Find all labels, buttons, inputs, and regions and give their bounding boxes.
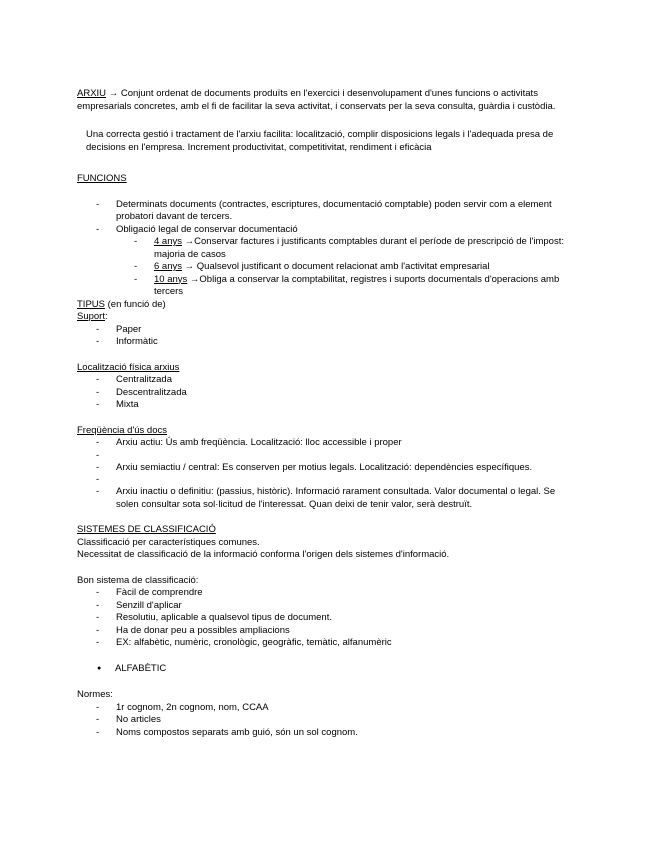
retention-text: → Qualsevol justificant o document relacionat amb l'activitat empresarial	[184, 261, 490, 272]
list-item: - Determinats documents (contractes, escriptures, documentació comptable) poden servir com a element probatori davant de tercers.	[77, 199, 577, 224]
list-item: - Paper	[77, 324, 577, 337]
tipus-heading-suffix: (en funció de)	[104, 298, 166, 310]
list-item: - Resolutiu, aplicable a qualsevol tipus de document.	[77, 612, 577, 625]
list-item: - Fàcil de comprendre	[77, 587, 577, 600]
localitzacio-heading: Localització física arxius	[77, 361, 180, 373]
sistemes-line1: Classificació per característiques comunes.	[77, 536, 260, 548]
frequencia-list	[77, 437, 577, 511]
normes-heading: Normes:	[77, 689, 113, 700]
sistemes-line2: Necessitat de classificació de la informació conforma l'origen dels sistemes d'informació.	[77, 549, 450, 560]
frequencia-heading: Freqüència d'ús docs	[77, 424, 168, 436]
intro-paragraph	[77, 88, 577, 113]
retention-period: 6 anys	[154, 261, 182, 272]
list-item: - Obligació legal de conservar documentació	[77, 224, 577, 237]
list-item: - Arxiu semiactiu / central: Es conserven per motius legals. Localització: dependències específiques.	[77, 462, 577, 475]
localitzacio-list	[77, 374, 577, 412]
suport-heading: Suport	[77, 311, 105, 322]
management-paragraph: Una correcta gestió i tractament de l'arxiu facilita: localització, complir disposicions legals i l'adequada presa de decisions en l'empresa. Increment productivitat, competitivitat, rendiment i eficàcia	[86, 129, 554, 153]
tipus-heading-line	[77, 299, 577, 312]
list-item	[77, 236, 577, 261]
alfabetic-bullet: ● ALFABÈTIC	[77, 663, 577, 676]
normes-list	[77, 702, 577, 740]
funcions-heading: FUNCIONS	[77, 173, 127, 184]
arxiu-definition: Conjunt ordenat de documents produïts en l'exercici i desenvolupament d'unes funcions o activitats empresarials concretes, amb el fi de facilitar la seva activitat, i conservats per la seva consulta, guàrdia i custòdia.	[77, 88, 556, 112]
list-item: - Ha de donar peu a possibles ampliacions	[77, 625, 577, 638]
list-item	[77, 274, 577, 299]
suport-heading-line	[77, 311, 577, 324]
funcions-list	[77, 199, 577, 237]
arrow: →	[108, 88, 119, 99]
sistemes-heading: SISTEMES DE CLASSIFICACIÓ	[77, 524, 216, 535]
retention-text: →Conservar factures i justificants comptables durant el període de prescripció de l'impost: majoria de casos	[154, 236, 564, 260]
retention-text: →Obliga a conservar la comptabilitat, registres i suports documentals d'operacions amb tercers	[154, 273, 560, 297]
list-item: - Noms compostos separats amb guió, són un sol cognom.	[77, 727, 577, 740]
list-item: - Mixta	[77, 399, 577, 412]
list-item: - Arxiu inactiu o definitiu: (passius, històric). Informació rarament consultada. Valor documental o legal. Se solen consultar sota sol·licitud de l'interessat. Quan deixi de tenir valor, serà destruït.	[77, 486, 577, 511]
bon-sistema-heading: Bon sistema de classificació:	[77, 574, 199, 586]
bon-sistema-list	[77, 587, 577, 650]
list-item: - EX: alfabètic, numèric, cronològic, geogràfic, temàtic, alfanumèric	[77, 637, 577, 650]
list-item: - Descentralitzada	[77, 387, 577, 400]
suport-suffix: :	[105, 311, 108, 322]
suport-list	[77, 324, 577, 349]
retention-period: 10 anys	[154, 273, 188, 285]
list-item: - Centralitzada	[77, 374, 577, 387]
arxiu-term: ARXIU	[77, 88, 107, 99]
list-item: - Informàtic	[77, 336, 577, 349]
tipus-heading: TIPUS	[77, 298, 105, 310]
list-item	[77, 261, 577, 274]
list-item: - 1r cognom, 2n cognom, nom, CCAA	[77, 702, 577, 715]
retention-period: 4 anys	[154, 236, 182, 247]
retention-list	[77, 236, 577, 299]
list-item: - Arxiu actiu: Ús amb freqüència. Localització: lloc accessible i proper	[77, 437, 577, 450]
list-item: - No articles	[77, 714, 577, 727]
list-item: - Senzill d'aplicar	[77, 600, 577, 613]
document-page	[77, 88, 577, 739]
